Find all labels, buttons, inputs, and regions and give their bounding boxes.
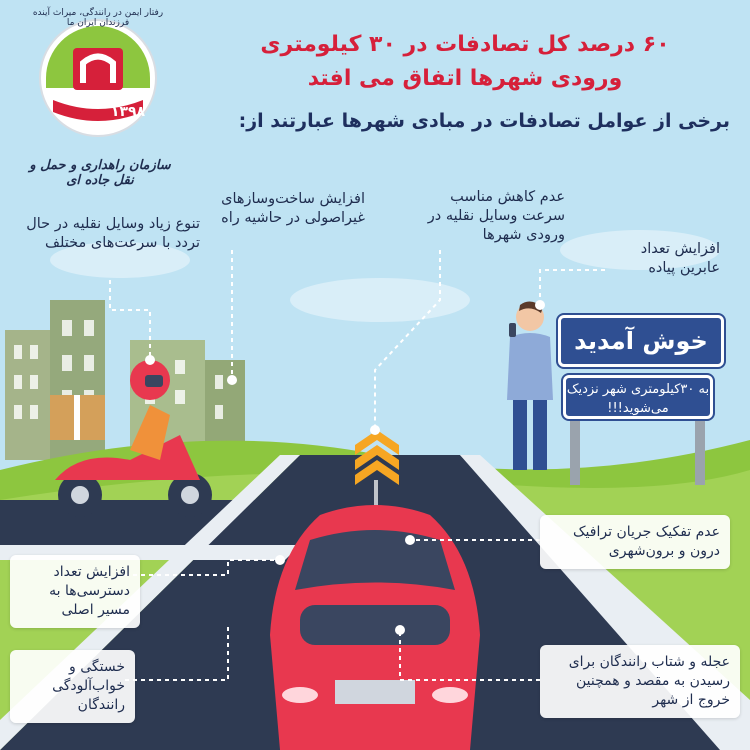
logo-year: ۱۳۹۸ <box>110 104 146 120</box>
page-subtitle: برخی از عوامل تصادفات در مبادی شهرها عبارتند از: <box>238 110 730 132</box>
factor-speed-reduction: عدم کاهش مناسب سرعت وسایل نقلیه در ورودی شهرها <box>427 189 565 243</box>
title-line-1: ۶۰ درصد کل تصادفات در ۳۰ کیلومتری <box>260 32 670 57</box>
distance-sign: به ۳۰کیلومتری شهر نزدیک می‌شوید!!! <box>563 375 713 419</box>
title-line-2: ورودی شهرها اتفاق می افتد <box>307 66 623 91</box>
factor-fatigue: خستگی و خواب‌آلودگی رانندگان <box>10 650 135 723</box>
connector-dot <box>535 300 545 310</box>
organization-name: سازمان راهداری و حمل و نقل جاده ای <box>29 158 171 188</box>
factor-driver-haste: عجله و شتاب رانندگان برای رسیدن به مقصد و همچنین خروج از شهر <box>540 645 740 718</box>
factor-traffic-separation: عدم تفکیک جریان ترافیک درون و برون‌شهری <box>540 515 730 569</box>
welcome-sign: خوش آمدید <box>558 315 724 367</box>
connector-dot <box>227 375 237 385</box>
factor-pedestrians: افزایش تعداد عابرین پیاده <box>640 241 720 276</box>
factor-diverse-vehicles: تنوع زیاد وسایل نقلیه در حال تردد با سرعت‌های مختلف <box>26 216 200 251</box>
connector-dot <box>405 535 415 545</box>
logo-slogan: رفتار ایمن در رانندگی، میراث آینده فرزندان ایران ما <box>32 8 164 28</box>
factor-illegal-structures: افزایش ساخت‌وسازهای غیراصولی در حاشیه راه <box>221 191 365 226</box>
connector-dot <box>395 625 405 635</box>
connector-dot <box>145 355 155 365</box>
connector-dot <box>275 555 285 565</box>
factor-access-points: افزایش تعداد دسترسی‌ها به مسیر اصلی <box>10 555 140 628</box>
connector-dot <box>370 425 380 435</box>
